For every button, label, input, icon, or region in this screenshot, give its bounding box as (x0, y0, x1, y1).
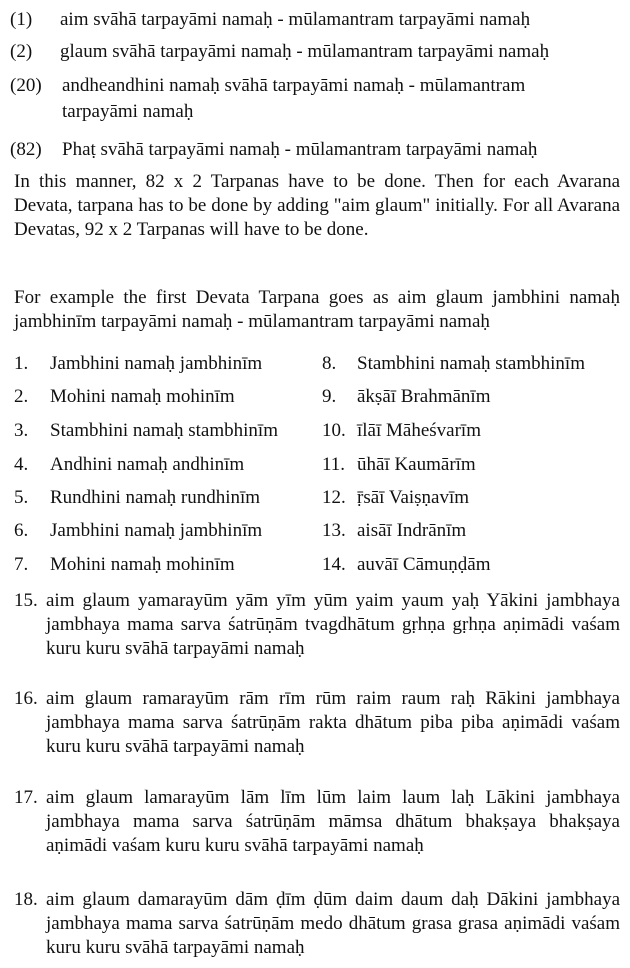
mantra-line (10, 138, 42, 162)
list-item: ṝsāī Vaiṣṇavīm (357, 487, 470, 508)
list-number: 8. (322, 353, 337, 374)
list-item: Jambhini namaḥ jambhinīm (50, 353, 263, 374)
list-item: auvāī Cāmuṇḍām (357, 554, 491, 575)
line-number: (2) (10, 41, 33, 62)
list-item: Stambhini namaḥ stambhinīm (357, 353, 585, 374)
mantra-line (10, 74, 42, 98)
list-item: Stambhini namaḥ stambhinīm (50, 420, 278, 441)
line-number: (82) (10, 139, 42, 160)
list-number: 9. (322, 386, 337, 407)
list-item: Andhini namaḥ andhinīm (50, 454, 245, 475)
item-number: 18. (14, 889, 38, 910)
mantra-text: andheandhini namaḥ svāhā tarpayāmi namaḥ - mūlamantram (62, 75, 526, 96)
list-number: 4. (14, 454, 29, 475)
item-number: 15. (14, 590, 38, 611)
list-number: 3. (14, 420, 29, 441)
line-number: (20) (10, 75, 42, 96)
item-number: 17. (14, 787, 38, 808)
item-text: aim glaum lamarayūm lām līm lūm laim laum laḥ Lākini jambhaya jambhaya mama sarva śatrūṇām māmsa dhātum bhakṣaya bhakṣaya aṇimādi vaśam kuru kuru svāhā tarpayāmi namaḥ (46, 787, 620, 856)
list-number: 11. (322, 454, 346, 475)
line-number: (1) (10, 9, 33, 30)
item-number: 16. (14, 688, 38, 709)
item-text: aim glaum yamarayūm yām yīm yūm yaim yaum yaḥ Yākini jambhaya jambhaya mama sarva śatrūṇām tvagdhātum gṛhṇa gṛhṇa aṇimādi vaśam kuru kuru svāhā tarpayāmi namaḥ (46, 590, 620, 659)
item-text: aim glaum damarayūm dām ḍīm ḍūm daim daum daḥ Dākini jambhaya jambhaya mama sarva śatrūṇām medo dhātum grasa grasa aṇimādi vaśam kuru kuru svāhā tarpayāmi namaḥ (46, 889, 620, 958)
list-number: 2. (14, 386, 29, 407)
list-item: aisāī Indrānīm (357, 520, 467, 541)
list-number: 1. (14, 353, 29, 374)
list-number: 10. (322, 420, 346, 441)
list-number: 6. (14, 520, 29, 541)
list-number: 5. (14, 487, 29, 508)
list-number: 14. (322, 554, 346, 575)
list-number: 13. (322, 520, 346, 541)
item-text: aim glaum ramarayūm rām rīm rūm raim raum raḥ Rākini jambhaya jambhaya mama sarva śatrūṇām rakta dhātum piba piba aṇimādi vaśam kuru kuru svāhā tarpayāmi namaḥ (46, 688, 620, 757)
mantra-text-continued: tarpayāmi namaḥ (62, 101, 194, 122)
list-item: Jambhini namaḥ jambhinīm (50, 520, 263, 541)
list-number: 12. (322, 487, 346, 508)
mantra-text: aim svāhā tarpayāmi namaḥ - mūlamantram tarpayāmi namaḥ (60, 9, 531, 30)
mantra-line (10, 40, 32, 64)
paragraph: In this manner, 82 x 2 Tarpanas have to be done. Then for each Avarana Devata, tarpana has to be done by adding "aim glaum" initially. For all Avarana Devatas, 92 x 2 Tarpanas will have to be done. (14, 171, 620, 240)
list-item: Mohini namaḥ mohinīm (50, 386, 235, 407)
list-item: Rundhini namaḥ rundhinīm (50, 487, 261, 508)
mantra-line (10, 8, 32, 32)
paragraph: For example the first Devata Tarpana goes as aim glaum jambhini namaḥ jambhinīm tarpayāmi namaḥ - mūlamantram tarpayāmi namaḥ (14, 287, 620, 332)
mantra-text: glaum svāhā tarpayāmi namaḥ - mūlamantram tarpayāmi namaḥ (60, 41, 550, 62)
list-item: ākṣāī Brahmānīm (357, 386, 491, 407)
list-number: 7. (14, 554, 29, 575)
list-item: īlāī Māheśvarīm (357, 420, 481, 441)
list-item: ūhāī Kaumārīm (357, 454, 476, 475)
mantra-text: Phaṭ svāhā tarpayāmi namaḥ - mūlamantram tarpayāmi namaḥ (62, 139, 538, 160)
list-item: Mohini namaḥ mohinīm (50, 554, 235, 575)
